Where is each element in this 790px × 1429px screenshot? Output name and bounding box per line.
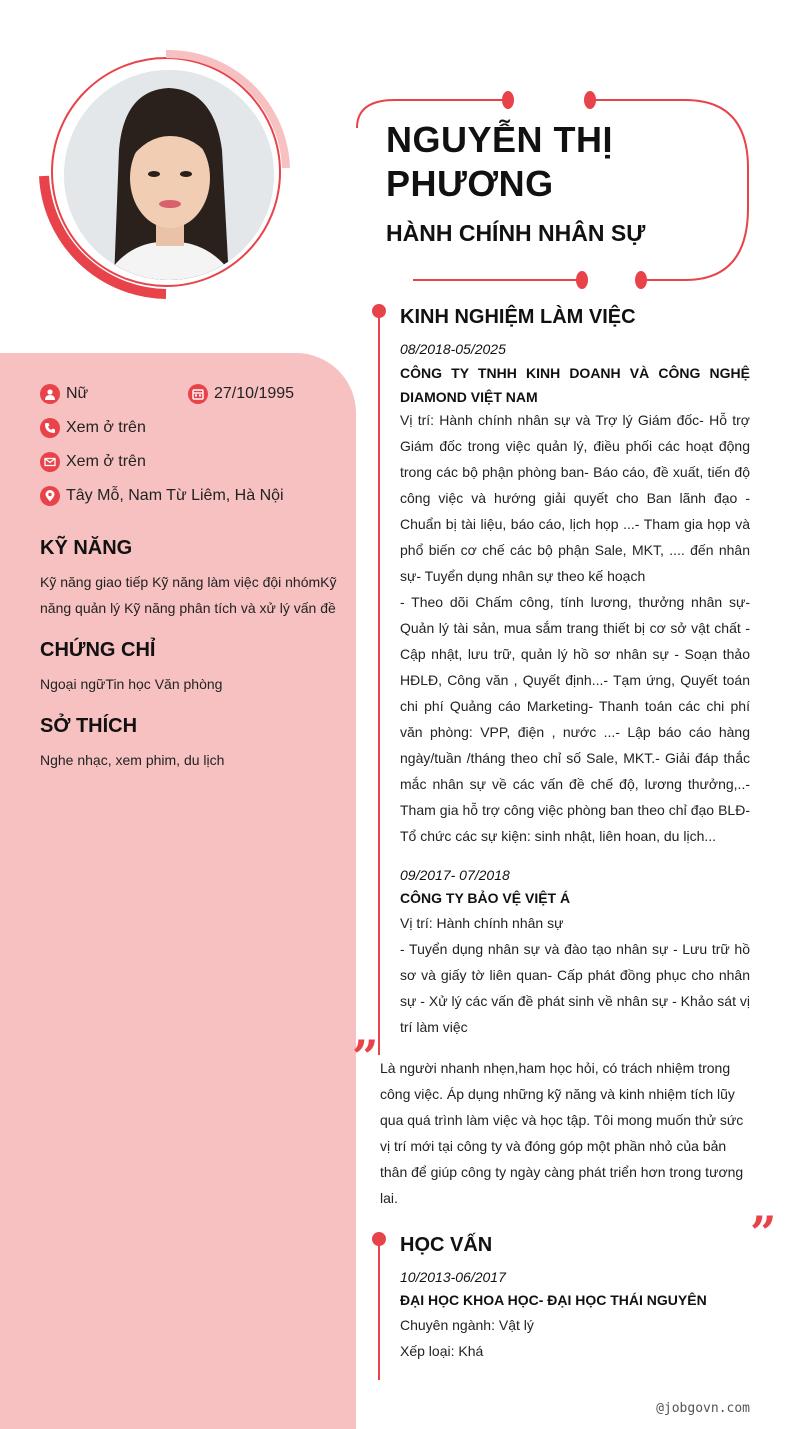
education-dot: [372, 1232, 386, 1246]
experience-heading: KINH NGHIỆM LÀM VIỆC: [400, 306, 636, 328]
job-2-date: 09/2017- 07/2018: [400, 867, 510, 883]
phone-row: [40, 418, 146, 438]
gender-value: Nữ: [66, 385, 89, 402]
candidate-name: NGUYỄN THỊ PHƯƠNG: [386, 119, 614, 204]
phone-icon: [40, 418, 60, 438]
quote-open-icon: ”: [352, 1030, 379, 1084]
job-1-date: 08/2018-05/2025: [400, 341, 506, 357]
phone-value: Xem ở trên: [66, 419, 146, 436]
left-panel: [0, 353, 356, 1429]
job-1-company: CÔNG TY TNHH KINH DOANH VÀ CÔNG NGHỆ DIAMOND VIỆT NAM: [400, 365, 750, 405]
experience-dot: [372, 304, 386, 318]
mail-icon: [40, 452, 60, 472]
job-1-desc-1: Vị trí: Hành chính nhân sự và Trợ lý Giám đốc- Hỗ trợ Giám đốc trong việc quản lý, điều phối các hoạt động trong các bộ phận phòng ban- Báo cáo, đề xuất, tiến độ công việc và hướng giải quyết cho Ban lãnh đạo - Chuẩn bị tài liệu, báo cáo, lịch họp ...- Tham gia họp và phổ biến cơ chế các bộ phận Sale, MKT, .... đến nhân sự- Tuyển dụng nhân sự theo kế hoạch: [400, 412, 750, 584]
skills-text: Kỹ năng giao tiếp Kỹ năng làm việc đội nhómKỹ năng quản lý Kỹ năng phân tích và xử lý vấn đề: [40, 574, 337, 616]
address-row: [40, 486, 284, 506]
education-major: Chuyên ngành: Vật lý: [400, 1317, 534, 1333]
job-2-company: CÔNG TY BẢO VỆ VIỆT Á: [400, 890, 571, 906]
education-heading: HỌC VẤN: [400, 1234, 493, 1256]
education-rank: Xếp loại: Khá: [400, 1343, 484, 1359]
email-row: [40, 452, 146, 472]
quote-close-icon: ”: [750, 1206, 777, 1260]
user-icon: [40, 384, 60, 404]
hobbies-heading: SỞ THÍCH: [40, 715, 138, 737]
address-value: Tây Mỗ, Nam Từ Liêm, Hà Nội: [66, 487, 284, 504]
avatar-frame: [36, 46, 296, 306]
job-title: HÀNH CHÍNH NHÂN SỰ: [386, 220, 646, 246]
education-school: ĐẠI HỌC KHOA HỌC- ĐẠI HỌC THÁI NGUYÊN: [400, 1292, 707, 1308]
birthday-row: [188, 384, 294, 404]
job-1-desc-2: - Theo dõi Chấm công, tính lương, thưởng nhân sự- Quản lý tài sản, mua sắm trang thiết bị cơ sở vật chất - Cập nhật, lưu trữ, quản lý hồ sơ nhân sự - Soạn thảo HĐLĐ, Công văn , Quyết định...- Tạm ứng, Quyết toán chi phí Quảng cáo Marketing- Thanh toán các chi phí văn phòng: VPP, điện , nước ...- Lập báo cáo hàng ngày/tuần /tháng theo chỉ số Sale, MKT.- Giải đáp thắc mắc nhân sự về các vấn đề chế độ, lương thưởng,..- Tham gia hỗ trợ công việc phòng ban theo chỉ đạo BLĐ- Tổ chức các sự kiện: sinh nhật, liên hoan, du lịch...: [400, 594, 750, 844]
experience-timeline: [378, 310, 380, 1055]
objective-text: Là người nhanh nhẹn,ham học hỏi, có trách nhiệm trong công việc. Áp dụng những kỹ năng và kinh nhiệm tích lũy qua quá trình làm việc và học tập. Tôi mong muốn thử sức vị trí mới tại công ty và đóng góp một phần nhỏ của bản thân để giúp công ty ngày càng phát triển hơn trong tương lai.: [380, 1060, 744, 1206]
job-2-desc-1: Vị trí: Hành chính nhân sự: [400, 915, 564, 931]
email-value: Xem ở trên: [66, 453, 146, 470]
calendar-icon: [188, 384, 208, 404]
footer-watermark: @jobgovn.com: [656, 1401, 750, 1416]
avatar: [64, 70, 274, 280]
job-2-desc-2: - Tuyển dụng nhân sự và đào tạo nhân sự - Lưu trữ hồ sơ và giấy tờ liên quan- Cấp phát đồng phục cho nhân sự - Xử lý các vấn đề phát sinh về nhân sự - Khảo sát vị trí làm việc: [400, 941, 750, 1035]
certificates-text: Ngoại ngữTin học Văn phòng: [40, 676, 223, 692]
certificates-heading: CHỨNG CHỈ: [40, 639, 156, 661]
gender-row: [40, 384, 88, 404]
education-date: 10/2013-06/2017: [400, 1269, 506, 1285]
hobbies-text: Nghe nhạc, xem phim, du lịch: [40, 752, 225, 768]
birthday-value: 27/10/1995: [214, 385, 295, 402]
skills-heading: KỸ NĂNG: [40, 537, 133, 559]
education-timeline: [378, 1240, 380, 1380]
location-pin-icon: [40, 486, 60, 506]
